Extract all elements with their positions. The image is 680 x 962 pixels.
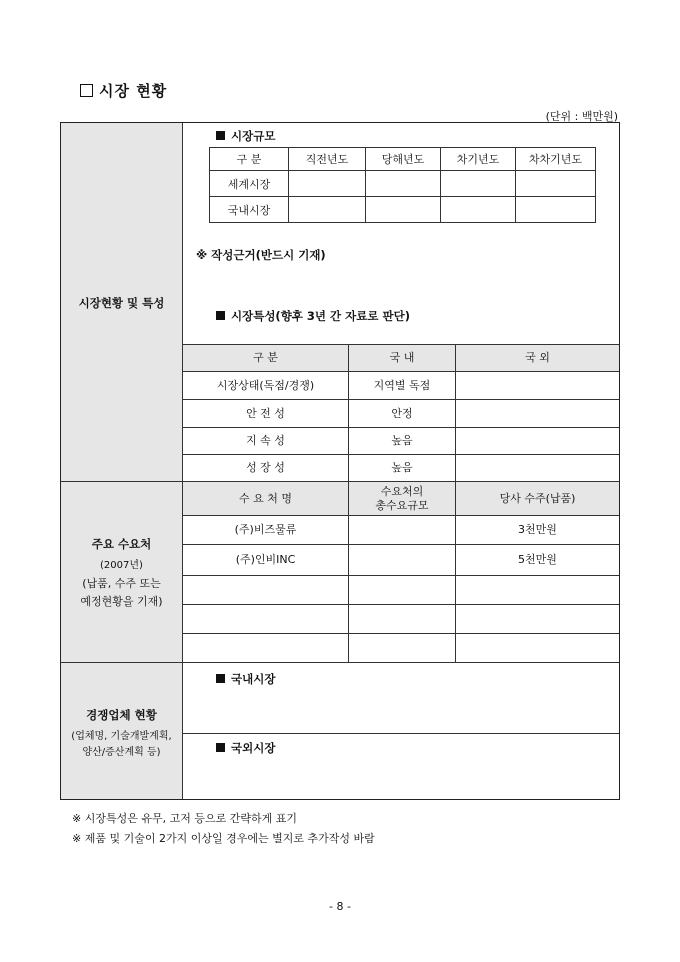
black-square-icon [216, 311, 225, 320]
customer-name: (주)비즈물류 [234, 523, 297, 537]
table-cell[interactable] [516, 197, 596, 223]
customers-note: 예정현황을 기재) [80, 595, 163, 608]
table-cell[interactable] [441, 197, 516, 223]
competitors-note: 양산/증산계획 등) [82, 747, 161, 758]
char-label: 안 전 성 [246, 406, 285, 420]
table-row [210, 171, 596, 197]
page-number: - 8 - [329, 900, 351, 913]
table-cell[interactable] [441, 171, 516, 197]
table-cell[interactable] [289, 171, 366, 197]
black-square-icon [216, 131, 225, 140]
header-cell: 국 외 [456, 345, 619, 371]
foreign-market-heading: 국외시장 [216, 740, 275, 756]
competitors-note: (업체명, 기술개발계획, [71, 731, 172, 742]
row-label: 세계시장 [210, 171, 289, 197]
customer-name: (주)인비INC [235, 553, 296, 567]
black-square-icon [216, 674, 225, 683]
char-label: 시장상태(독점/경쟁) [216, 378, 315, 392]
domestic-market-heading: 국내시장 [216, 671, 275, 687]
customers-year: (2007년) [100, 560, 143, 571]
customer-orders: 3천만원 [518, 523, 557, 537]
row-label: 국내시장 [210, 197, 289, 223]
char-label: 지 속 성 [246, 434, 285, 448]
section-title: 시장 현황 [80, 80, 167, 101]
table-cell[interactable] [289, 197, 366, 223]
market-characteristics-heading: 시장특성(향후 3년 간 자료로 판단) [216, 308, 410, 324]
checkbox-square-icon [80, 84, 93, 97]
char-domestic: 높음 [391, 461, 413, 475]
footnote: ※ 시장특성은 유무, 고저 등으로 간략하게 표기 [72, 812, 297, 825]
header-cell: 직전년도 [289, 148, 366, 171]
market-row-label: 시장현황 및 특성 [78, 296, 165, 310]
table-row [210, 197, 596, 223]
market-size-heading: 시장규모 [216, 128, 275, 144]
char-domestic: 안정 [391, 406, 413, 420]
basis-note: ※ 작성근거(반드시 기재) [196, 248, 326, 262]
header-cell: 수 요 처 명 [183, 482, 348, 515]
char-domestic: 지역별 독점 [373, 378, 431, 392]
black-square-icon [216, 743, 225, 752]
customers-note: (납품, 수주 또는 [82, 577, 161, 590]
header-cell: 차기년도 [441, 148, 516, 171]
competitors-row-label: 경쟁업체 현황 [86, 708, 157, 722]
table-cell[interactable] [366, 197, 441, 223]
table-cell[interactable] [366, 171, 441, 197]
left-label-column [61, 123, 182, 799]
footnote: ※ 제품 및 기술이 2가지 이상일 경우에는 별지로 추가작성 바람 [72, 832, 375, 845]
header-cell: 국 내 [349, 345, 455, 371]
header-cell: 차차기년도 [516, 148, 596, 171]
unit-label: (단위 : 백만원) [545, 110, 618, 123]
header-cell: 당해년도 [366, 148, 441, 171]
customer-orders: 5천만원 [518, 553, 557, 567]
market-status-form [60, 122, 620, 800]
header-cell: 수요처의 총수요규모 [349, 482, 455, 515]
market-size-table [209, 147, 596, 223]
header-cell: 구 분 [210, 148, 289, 171]
table-row [210, 148, 596, 171]
header-cell: 구 분 [183, 345, 348, 371]
table-cell[interactable] [516, 171, 596, 197]
header-cell: 당사 수주(납품) [456, 482, 619, 515]
char-domestic: 높음 [391, 434, 413, 448]
char-label: 성 장 성 [246, 461, 285, 475]
customers-row-label: 주요 수요처 [91, 537, 152, 551]
